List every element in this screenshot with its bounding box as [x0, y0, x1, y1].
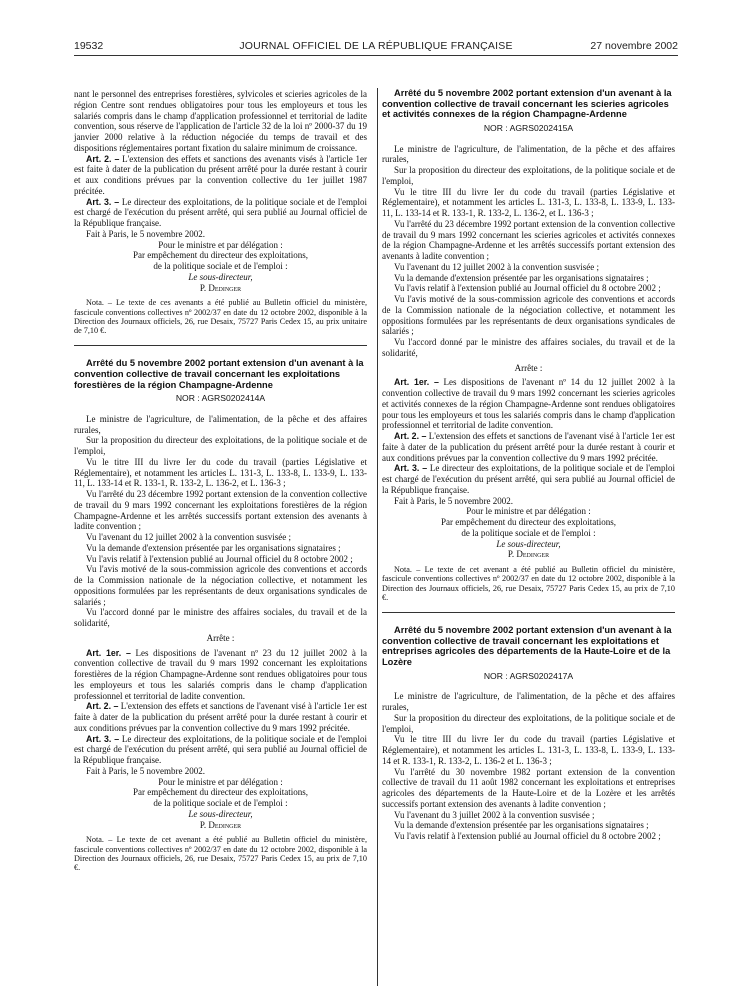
signature-line: de la politique sociale et de l'emploi : — [153, 261, 288, 271]
section-rule — [74, 345, 367, 346]
paragraph: Vu l'arrêté du 23 décembre 1992 portant extension de la convention collective de travail du 9 mars 1992 concernant les scieries agricoles et activités connexes de la région Champagne-Ardenne et les arrêtés successifs portant extension des avenants à ladite convention ; — [382, 218, 675, 262]
article-text: Les dispositions de l'avenant nº 23 du 12 juillet 2002 à la convention collective de travail du 9 mars 1992 concernant les exploitations forestières de la région Champagne-Ardenne sont rendues obligatoires pour tous les employeurs et tous les salariés compris dans le champ d'application professionnel et territorial de ladite convention. — [74, 647, 367, 701]
section-title: Arrêté du 5 novembre 2002 portant extension d'un avenant à la convention collective de travail concernant les exploitations et entreprises agricoles des départements de la Haute-Loire et de la Lozère — [382, 625, 672, 667]
signature-block — [382, 506, 675, 560]
paragraph: Vu le titre III du livre Ier du code du travail (parties Législative et Réglementaire), et notamment les articles L. 131-3, L. 133-8, L. 133-9, L. 133-14 et R. 133-1, R. 133-2, L. 136-2 et L. 136-3 ; — [382, 734, 675, 766]
article-label: Art. 1er. – — [86, 647, 131, 658]
article-3 — [74, 734, 367, 766]
nota-note: Nota. – Le texte de cet avenant a été publié au Bulletin officiel du ministère, fascicule conventions collectives nº 2002/37 en date du 12 octobre 2002, disponible à la Direction des Journaux officiels, 26, rue Desaix, 75727 Paris Cedex 15, au prix de 7,10 €. — [74, 835, 367, 873]
article-1 — [74, 648, 367, 702]
journal-title: JOURNAL OFFICIEL DE LA RÉPUBLIQUE FRANÇAISE — [239, 40, 513, 52]
article-label: Art. 3. – — [86, 733, 120, 744]
article-3 — [382, 463, 675, 495]
paragraph: Vu l'avis relatif à l'extension publié au Journal officiel du 8 octobre 2002 ; — [394, 283, 661, 294]
paragraph: Vu l'avis motivé de la sous-commission agricole des conventions et accords de la Commission nationale de la négociation collective, et notamment les oppositions formulées par les représentants de deux organisations syndicales de salariés ; — [74, 564, 367, 607]
signature-line: Par empêchement du directeur des exploitations, — [133, 250, 308, 261]
nota-note: Nota. – Le texte de cet avenant a été publié au Bulletin officiel du ministère, fascicule conventions collectives nº 2002/37 en date du 12 octobre 2002, disponible à la Direction des Journaux officiels, 26, rue Desaix, 75727 Paris Cedex 15, au prix de 7,10 €. — [382, 565, 675, 602]
paragraph: Le ministre de l'agriculture, de l'alimentation, de la pêche et des affaires rurales, — [74, 413, 367, 435]
signature-line: Pour le ministre et par délégation : — [158, 239, 283, 250]
article-1 — [382, 377, 675, 431]
article-text: Les dispositions de l'avenant nº 14 du 12 juillet 2002 à la convention collective de travail du 9 mars 1992 concernant les scieries agricoles et activités connexes de la région Champagne-Ardenne sont rendues obligatoires pour tous les employeurs et tous les salariés compris dans le champ d'application professionnel et territorial de ladite convention. — [382, 377, 675, 431]
signature-line: Par empêchement du directeur des exploitations, — [133, 787, 308, 798]
paragraph: Vu l'accord donné par le ministre des affaires sociales, du travail et de la solidarité, — [382, 337, 675, 358]
article-label: Art. 3. – — [394, 463, 428, 474]
paragraph: Vu la demande d'extension présentée par les organisations signataires ; — [394, 820, 649, 831]
paragraph: Sur la proposition du directeur des exploitations, de la politique sociale et de l'emploi, — [382, 165, 675, 186]
paragraph: Vu l'arrêté du 30 novembre 1982 portant extension de la convention collective de travail du 11 août 1982 concernant les exploitations et entreprises agricoles des départements de la Haute-Loire et de la Lozère et les arrêtés successifs portant extension des avenants à ladite convention ; — [382, 766, 675, 809]
signatory-name: P. Dedinger — [199, 282, 242, 293]
article-text: Le directeur des exploitations, de la politique sociale et de l'emploi est chargé de l'exécution du présent arrêté, qui sera publié au Journal officiel de la République française. — [382, 463, 675, 495]
paragraph: Vu l'arrêté du 23 décembre 1992 portant extension de la convention collective de travail du 9 mars 1992 concernant les exploitations forestières de la région Champagne-Ardenne et les arrêtés successifs portant extension des avenants à ladite convention ; — [74, 489, 367, 532]
signature-place-date: Fait à Paris, le 5 novembre 2002. — [394, 495, 513, 506]
arrete-heading: Arrête : — [514, 362, 543, 373]
article-text: L'extension des effets et sanctions des avenants visés à l'article 1er est faite à dater de la publication du présent arrêté pour la durée restant à courir et aux conditions prévues par la convention collective du 1er juillet 1987 précitée. — [74, 153, 367, 196]
article-label: Art. 3. – — [86, 196, 120, 207]
issue-date: 27 novembre 2002 — [590, 40, 678, 52]
article-text: L'extension des effets et sanctions de l'avenant visé à l'article 1er est faite à dater de la publication du présent arrêté pour la durée restant à courir et aux conditions prévues par la convention collective du 9 mars 1992 précitée. — [382, 431, 675, 463]
nor-reference: NOR : AGRS0202417A — [483, 670, 574, 681]
signature-title: Le sous-directeur, — [188, 808, 253, 819]
nota-note: Nota. – Le texte de ces avenants a été publié au Bulletin officiel du ministère, fascicule conventions collectives nº 2002/37 en date du 12 octobre 2002, disponible à la Direction des Journaux officiels, 26, rue Desaix, 75727 Paris Cedex 15, au prix unitaire de 7,10 €. — [74, 298, 367, 336]
section-title: Arrêté du 5 novembre 2002 portant extension d'un avenant à la convention collective de travail concernant les exploitations forestières de la région Champagne-Ardenne — [74, 358, 364, 390]
signatory-name: P. Dedinger — [507, 549, 550, 560]
signature-line: de la politique sociale et de l'emploi : — [153, 798, 288, 809]
signature-line: de la politique sociale et de l'emploi : — [461, 527, 596, 538]
header-rule — [74, 55, 678, 56]
paragraph: Vu l'avis relatif à l'extension publié au Journal officiel du 8 octobre 2002 ; — [394, 831, 661, 842]
paragraph: Vu la demande d'extension présentée par les organisations signataires ; — [86, 542, 341, 553]
article-text: Le directeur des exploitations, de la politique sociale et de l'emploi est chargé de l'exécution du présent arrêté, qui sera publié au Journal officiel de la République française. — [74, 733, 367, 766]
signature-line: Par empêchement du directeur des exploitations, — [441, 517, 616, 528]
continuation-paragraph: nant le personnel des entreprises forestières, sylvicoles et scieries agricoles de la région Centre sont rendues obligatoires pour tous les employeurs et tous les salariés compris dans le champ d'application professionnel et territorial de ladite convention, sous réserve de l'application de l'article 32 de la loi nº 2000-37 du 19 janvier 2000 relative à la réduction négociée du temps de travail et des dispositions réglementaires portant fixation du salaire minimum de croissance. — [74, 89, 367, 153]
paragraph: Vu l'avenant du 12 juillet 2002 à la convention susvisée ; — [86, 532, 292, 543]
article-2 — [382, 431, 675, 463]
page-header — [74, 40, 678, 54]
paragraph: Vu le titre III du livre Ier du code du travail (parties Législative et Réglementaire), et notamment les articles L. 131-3, L. 133-8, L. 133-9, L. 133-11, L. 133-14 et R. 133-1, R. 133-2, L. 136-2, et L. 136-3 ; — [74, 456, 367, 489]
article-label: Art. 1er. – — [394, 377, 439, 388]
arrete-heading: Arrête : — [206, 632, 235, 643]
left-column — [74, 89, 367, 873]
paragraph: Sur la proposition du directeur des exploitations, de la politique sociale et de l'emploi, — [74, 435, 367, 457]
paragraph: Vu l'accord donné par le ministre des affaires sociales, du travail et de la solidarité, — [74, 607, 367, 629]
article-label: Art. 2. – — [86, 701, 119, 712]
paragraph: Vu l'avis motivé de la sous-commission agricole des conventions et accords de la Commission nationale de la négociation collective, et notamment les oppositions formulées par les représentants de deux organisations syndicales de salariés ; — [382, 294, 675, 337]
article-2 — [74, 154, 367, 197]
signatory-name: P. Dedinger — [199, 819, 242, 830]
signature-place-date: Fait à Paris, le 5 novembre 2002. — [86, 228, 205, 239]
signature-line: Pour le ministre et par délégation : — [466, 506, 591, 517]
nor-reference: NOR : AGRS0202414A — [175, 393, 266, 404]
signature-title: Le sous-directeur, — [188, 271, 253, 282]
article-label: Art. 2. – — [394, 431, 427, 442]
signature-block — [74, 777, 367, 831]
paragraph: Vu l'avenant du 12 juillet 2002 à la convention susvisée ; — [394, 261, 600, 272]
section-rule — [382, 612, 675, 613]
paragraph: Vu la demande d'extension présentée par les organisations signataires ; — [394, 272, 649, 283]
article-text: Le directeur des exploitations, de la politique sociale et de l'emploi est chargé de l'exécution du présent arrêté, qui sera publié au Journal officiel de la République française. — [74, 196, 367, 228]
article-3 — [74, 197, 367, 229]
paragraph: Vu le titre III du livre Ier du code du travail (parties Législative et Réglementaire), et notamment les articles L. 131-3, L. 133-8, L. 133-9, L. 133-11, L. 133-14 et R. 133-1, R. 133-2, L. 136-2, et L. 136-3 ; — [382, 186, 675, 219]
paragraph: Le ministre de l'agriculture, de l'alimentation, de la pêche et des affaires rurales, — [382, 143, 675, 165]
column-divider — [377, 88, 378, 986]
page-number: 19532 — [74, 40, 104, 52]
article-text: L'extension des effets et sanctions de l'avenant visé à l'article 1er est faite à dater de la publication du présent arrêté pour la durée restant à courir et aux conditions prévues par la convention collective du 9 mars 1992 précitée. — [74, 701, 367, 733]
nor-reference: NOR : AGRS0202415A — [483, 122, 574, 133]
signature-block — [74, 240, 367, 294]
paragraph: Le ministre de l'agriculture, de l'alimentation, de la pêche et des affaires rurales, — [382, 691, 675, 713]
paragraph: Vu l'avenant du 3 juillet 2002 à la convention susvisée ; — [394, 809, 595, 820]
signature-line: Pour le ministre et par délégation : — [158, 776, 283, 787]
signature-title: Le sous-directeur, — [496, 538, 561, 549]
right-column — [382, 88, 675, 842]
paragraph: Sur la proposition du directeur des exploitations, de la politique sociale et de l'emploi, — [382, 712, 675, 734]
signature-place-date: Fait à Paris, le 5 novembre 2002. — [86, 765, 205, 776]
article-2 — [74, 701, 367, 733]
article-label: Art. 2. – — [86, 153, 120, 164]
paragraph: Vu l'avis relatif à l'extension publié au Journal officiel du 8 octobre 2002 ; — [86, 553, 353, 564]
section-title: Arrêté du 5 novembre 2002 portant extension d'un avenant à la convention collective de travail concernant les scieries agricoles et activités connexes de la région Champagne-Ardenne — [382, 88, 672, 120]
